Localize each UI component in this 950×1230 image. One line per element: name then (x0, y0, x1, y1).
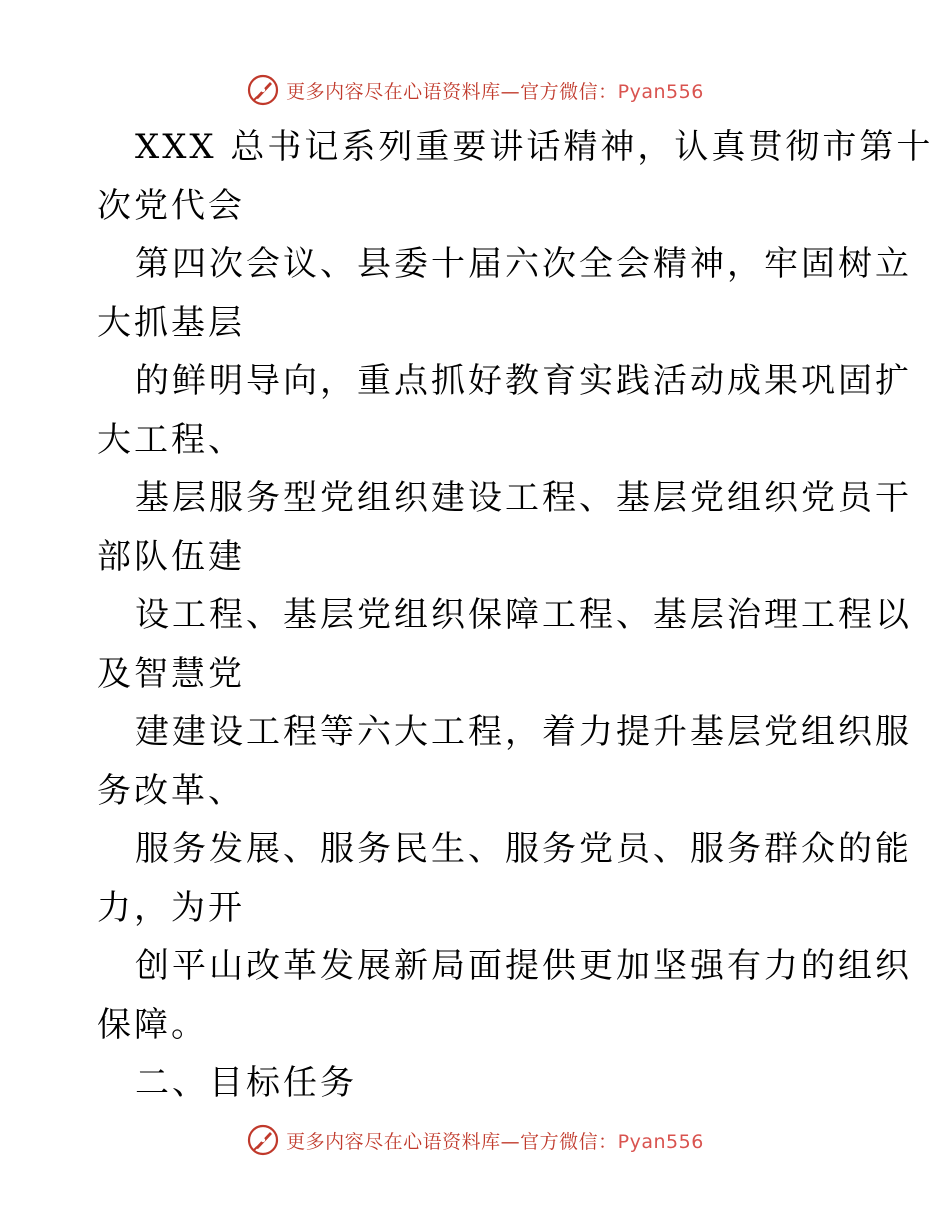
paragraph-line: 建建设工程等六大工程，着力提升基层党组织服 (135, 712, 912, 752)
footer-watermark (0, 1120, 950, 1160)
document-body (97, 118, 934, 1113)
paragraph-line: 大抓基层 (97, 302, 245, 343)
paragraph-line: 大工程、 (97, 419, 245, 460)
paragraph-line: 第四次会议、县委十届六次全会精神，牢固树立 (135, 244, 912, 284)
paragraph-line: 设工程、基层党组织保障工程、基层治理工程以 (135, 595, 912, 635)
paragraph (97, 586, 912, 703)
paragraph-line: 力，为开 (97, 887, 245, 928)
quill-pen-logo-icon (246, 1123, 280, 1157)
paragraph-line: 创平山改革发展新局面提供更加坚强有力的组织 (135, 946, 912, 986)
paragraph-line: XXX 总书记系列重要讲话精神，认真贯彻市第十 (135, 127, 934, 167)
section-heading: 二、目标任务 (135, 1063, 357, 1103)
paragraph (97, 118, 934, 235)
paragraph-line: 的鲜明导向，重点抓好教育实践活动成果巩固扩 (135, 361, 912, 401)
paragraph-line: 务改革、 (97, 770, 245, 811)
header-watermark (0, 70, 950, 110)
watermark-text: 更多内容尽在心语资料库—官方微信：Pyan556 (286, 1130, 704, 1153)
watermark-handle: Pyan556 (617, 1130, 704, 1153)
paragraph (97, 469, 912, 586)
watermark-handle: Pyan556 (617, 80, 704, 103)
watermark-text: 更多内容尽在心语资料库—官方微信：Pyan556 (286, 80, 704, 103)
paragraph-line: 基层服务型党组织建设工程、基层党组织党员干 (135, 478, 912, 518)
paragraph-line: 部队伍建 (97, 536, 245, 577)
paragraph (97, 352, 912, 469)
quill-pen-logo-icon (246, 73, 280, 107)
paragraph (97, 820, 912, 937)
paragraph (97, 937, 912, 1054)
paragraph-line: 服务发展、服务民生、服务党员、服务群众的能 (135, 829, 912, 869)
paragraph-line: 次党代会 (97, 185, 245, 226)
paragraph-line: 及智慧党 (97, 653, 245, 694)
paragraph (97, 703, 912, 820)
paragraph (97, 235, 912, 352)
paragraph-line: 保障。 (97, 1004, 208, 1045)
